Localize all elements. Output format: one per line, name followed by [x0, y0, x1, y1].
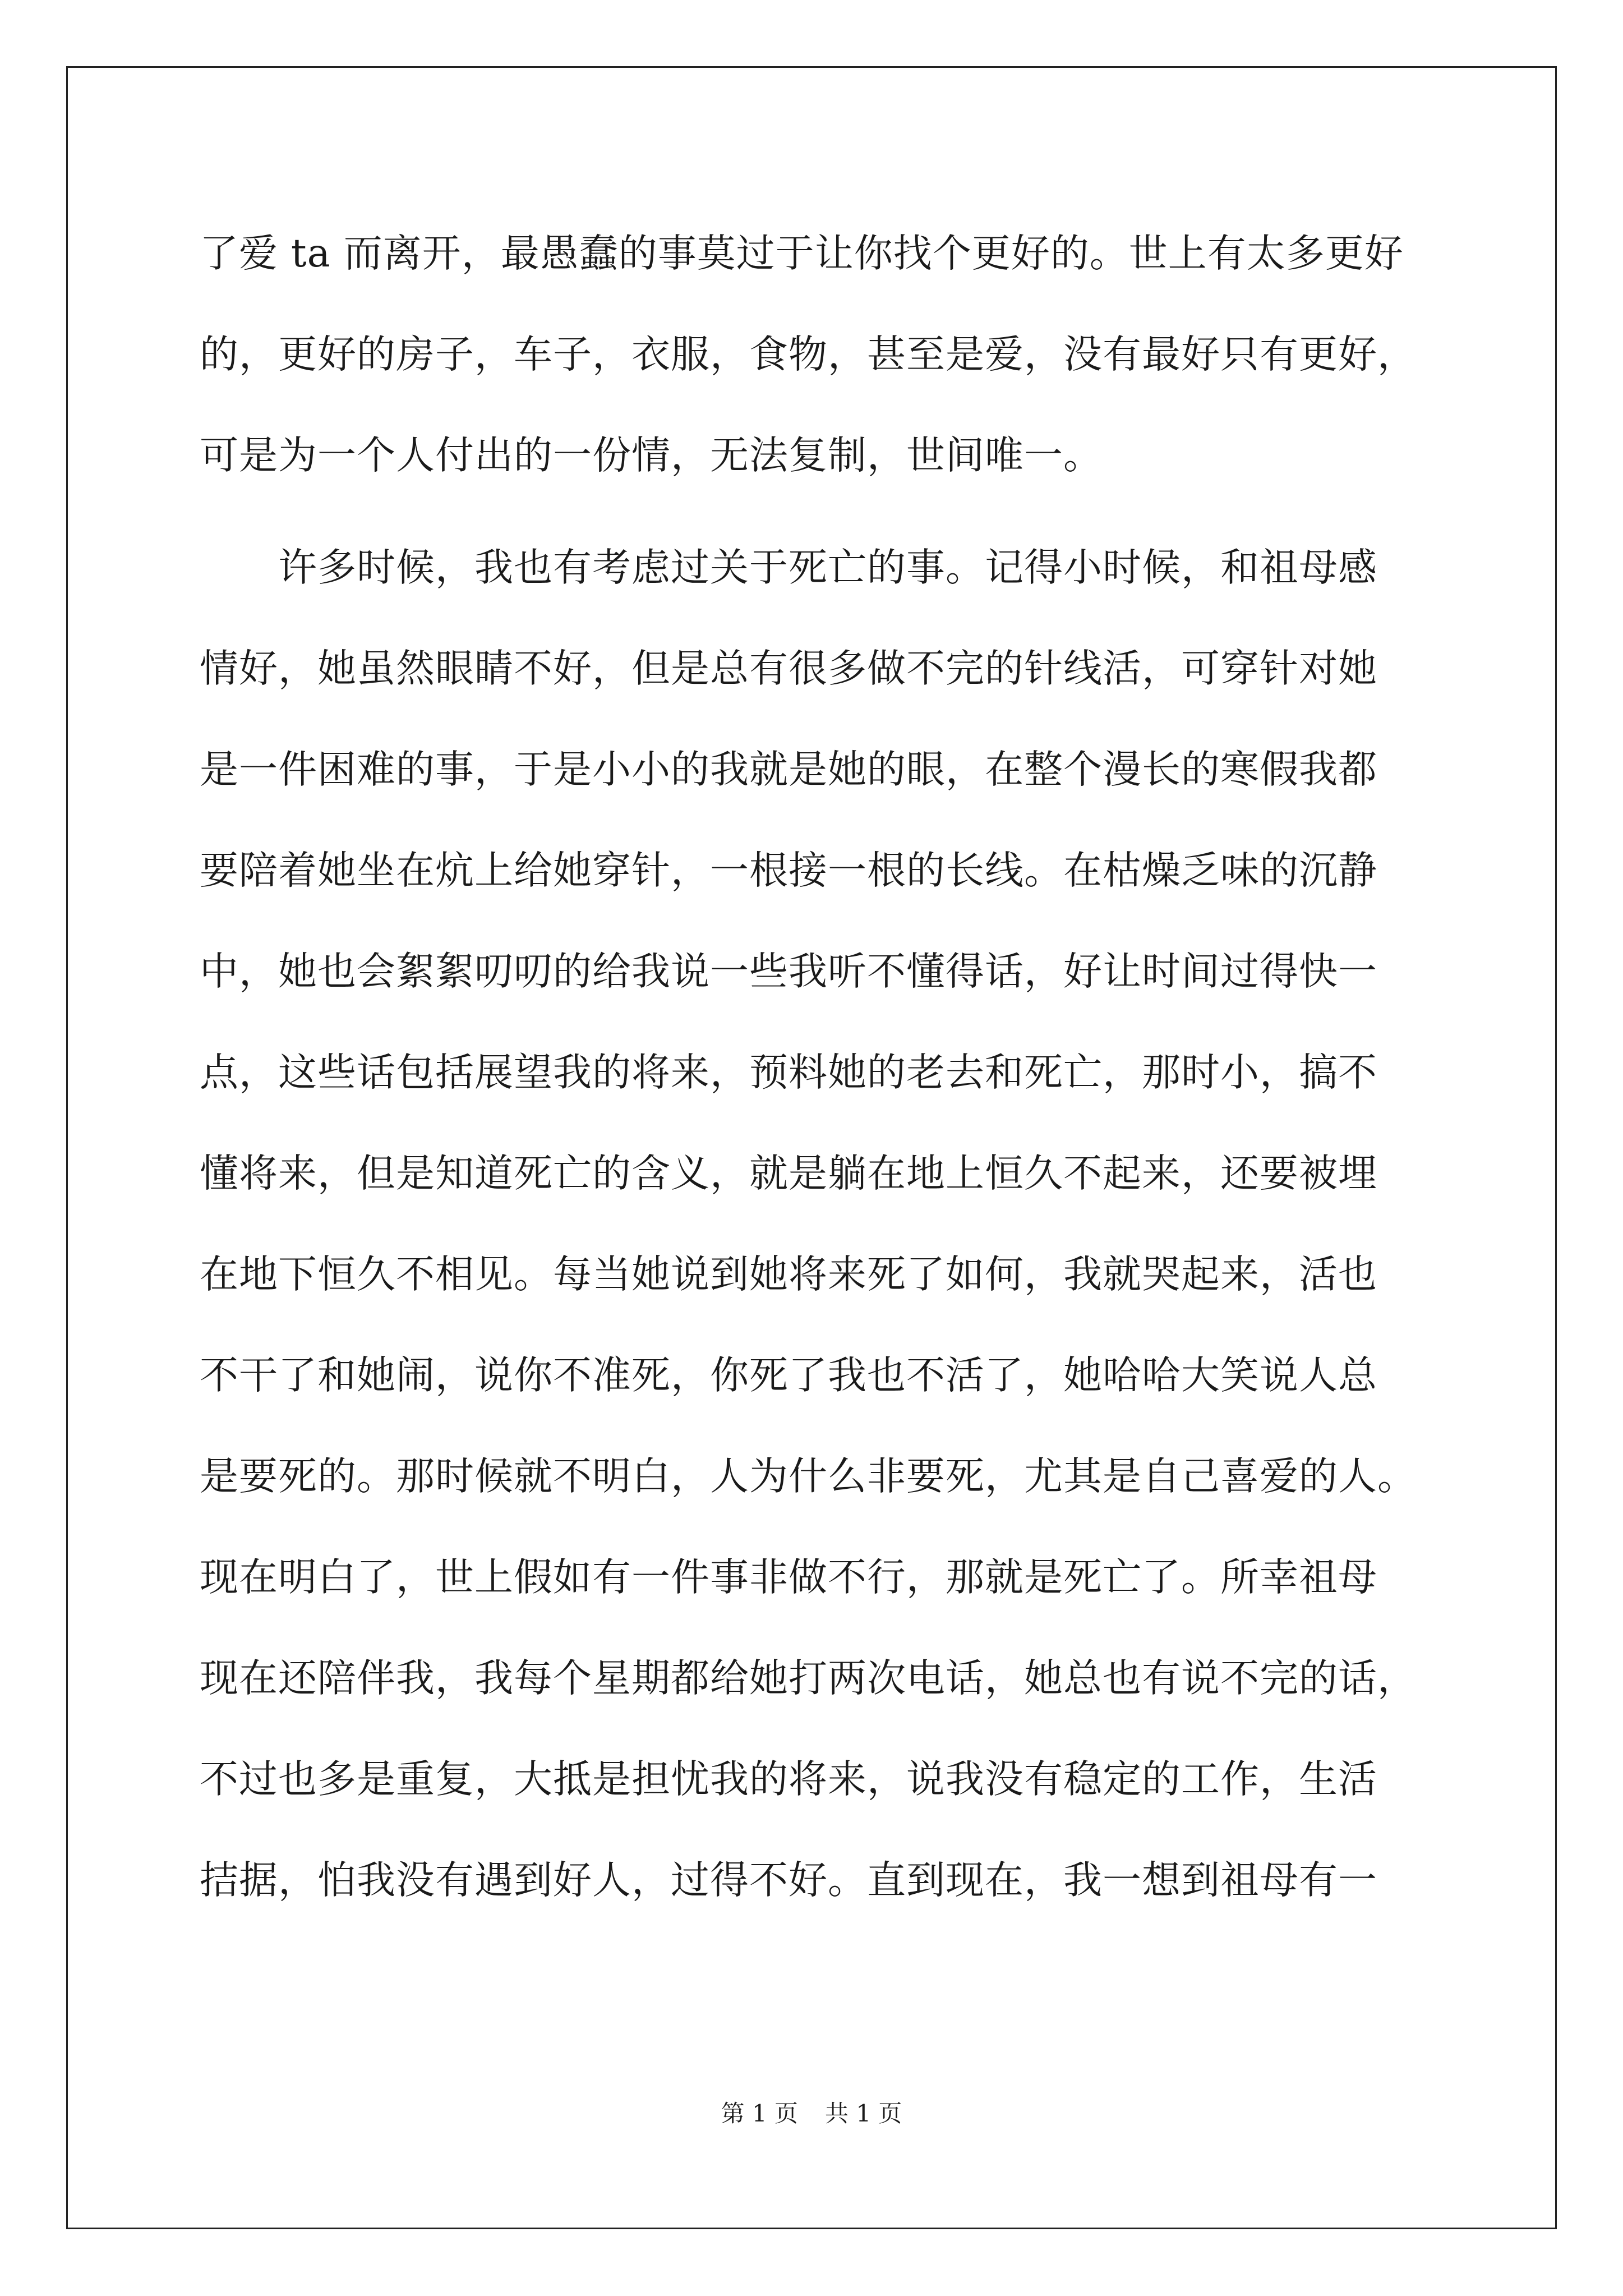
text-line: 不干了和她闹，说你不准死，你死了我也不活了，她哈哈大笑说人总 [200, 1353, 1377, 1398]
text-line: 不过也多是重复，大抵是担忧我的将来，说我没有稳定的工作，生活 [200, 1757, 1377, 1802]
text-line: 的，更好的房子，车子，衣服，食物，甚至是爱，没有最好只有更好， [200, 332, 1417, 377]
page-number: 第 1 页 [721, 2100, 798, 2127]
text-line: 了爱 ta 而离开，最愚蠢的事莫过于让你找个更好的。世上有太多更好 [200, 231, 1404, 276]
text-line: 现在还陪伴我，我每个星期都给她打两次电话，她总也有说不完的话， [200, 1656, 1417, 1701]
text-line: 要陪着她坐在炕上给她穿针，一根接一根的长线。在枯燥乏味的沉静 [200, 848, 1377, 893]
page-footer [0, 2097, 1623, 2131]
text-line: 拮据，怕我没有遇到好人，过得不好。直到现在，我一想到祖母有一 [200, 1858, 1377, 1903]
text-line: 点，这些话包括展望我的将来，预料她的老去和死亡，那时小，搞不 [200, 1050, 1377, 1095]
text-line: 情好，她虽然眼睛不好，但是总有很多做不完的针线活，可穿针对她 [200, 646, 1377, 691]
text-line: 中，她也会絮絮叨叨的给我说一些我听不懂得话，好让时间过得快一 [200, 949, 1377, 994]
page-total: 共 1 页 [825, 2100, 902, 2127]
text-line: 可是为一个人付出的一份情，无法复制，世间唯一。 [200, 433, 1103, 478]
text-line: 现在明白了，世上假如有一件事非做不行，那就是死亡了。所幸祖母 [200, 1555, 1377, 1600]
text-line: 是要死的。那时候就不明白，人为什么非要死，尤其是自己喜爱的人。 [200, 1454, 1417, 1499]
text-line: 是一件困难的事，于是小小的我就是她的眼，在整个漫长的寒假我都 [200, 747, 1377, 792]
text-line: 懂将来，但是知道死亡的含义，就是躺在地上恒久不起来，还要被埋 [200, 1151, 1377, 1196]
text-line: 在地下恒久不相见。每当她说到她将来死了如何，我就哭起来，活也 [200, 1252, 1377, 1297]
paragraph-start-line: 许多时候，我也有考虑过关于死亡的事。记得小时候，和祖母感 [278, 545, 1377, 590]
